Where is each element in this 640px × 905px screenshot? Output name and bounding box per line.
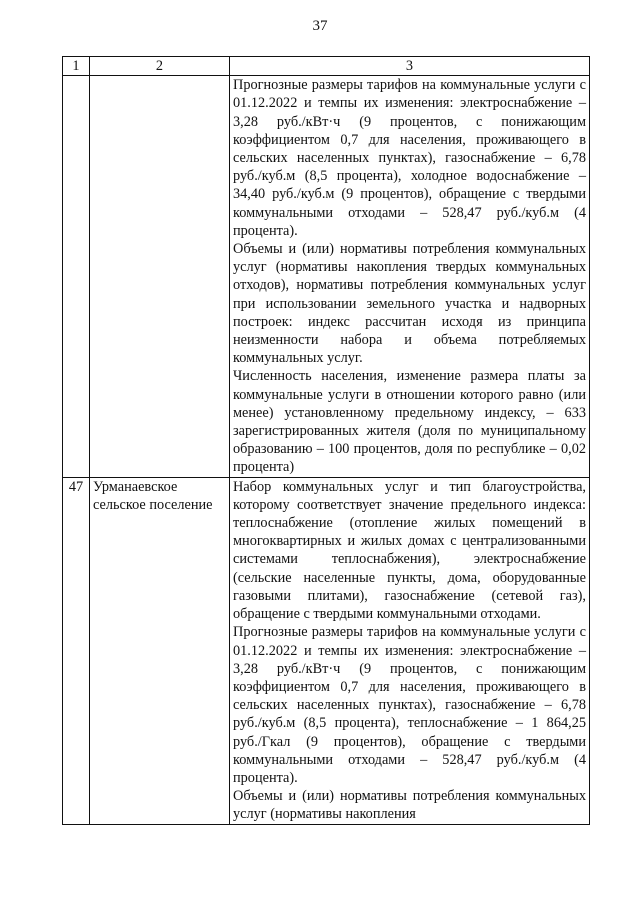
municipality-name: Урманаевское сельское поселение	[90, 477, 230, 824]
paragraph: Объемы и (или) нормативы потребления коммунальных услуг (нормативы накопления твердых коммунальных отходов), нормативы потребления коммунальных услуг при использовании земельного участка и надворных построек: индекс рассчитан исходя из принципа неизменности набора и объема потребляемых коммунальных услуг.	[233, 241, 586, 367]
page-number: 37	[312, 18, 328, 34]
table-row	[63, 477, 590, 824]
row-text	[230, 76, 590, 477]
paragraph: Прогнозные размеры тарифов на коммунальные услуги с 01.12.2022 и темпы их изменения: электроснабжение – 3,28 руб./кВт·ч (9 процентов, с понижающим коэффициентом 0,7 для населения, проживающего в сельских населенных пунктах), газоснабжение – 6,78 руб./куб.м (8,5 процента), холодное водоснабжение – 34,40 руб./куб.м (9 процентов), обращение с твердыми коммунальными отходами – 528,47 руб./куб.м (4 процента).	[233, 77, 586, 239]
paragraph: Прогнозные размеры тарифов на коммунальные услуги с 01.12.2022 и темпы их изменения: электроснабжение – 3,28 руб./кВт·ч (9 процентов, с понижающим коэффициентом 0,7 для населения, проживающего в сельских населенных пунктах), газоснабжение – 6,78 руб./куб.м (8,5 процента), теплоснабжение – 1 864,25 руб./Гкал (9 процентов), обращение с твердыми коммунальными отходами – 528,47 руб./куб.м (4 процента).	[233, 624, 586, 786]
paragraph: Набор коммунальных услуг и тип благоустройства, которому соответствует значение предельного индекса: теплоснабжение (отопление жилых помещений в многоквартирных и жилых домах с централизованными системами теплоснабжения), электроснабжение (сельские населенные пункты, дома, оборудованные газовыми плитами), газоснабжение (сетевой газ), обращение с твердыми коммунальными отходами.	[233, 478, 586, 623]
column-header: 2	[90, 57, 230, 76]
column-header: 3	[230, 57, 590, 76]
table-row	[63, 76, 590, 477]
municipal-table	[62, 56, 590, 825]
municipality-name	[90, 76, 230, 477]
row-number: 47	[63, 477, 90, 824]
column-header: 1	[63, 57, 90, 76]
row-number	[63, 76, 90, 477]
row-text	[230, 477, 590, 824]
table-header-row	[63, 57, 590, 76]
paragraph: Численность населения, изменение размера платы за коммунальные услуги в отношении которого равно (или менее) установленному предельному индексу, – 633 зарегистрированных жителя (доля по муниципальному образованию – 100 процентов, доля по республике – 0,02 процента)	[233, 368, 586, 476]
paragraph: Объемы и (или) нормативы потребления коммунальных услуг (нормативы накопления	[233, 788, 586, 823]
